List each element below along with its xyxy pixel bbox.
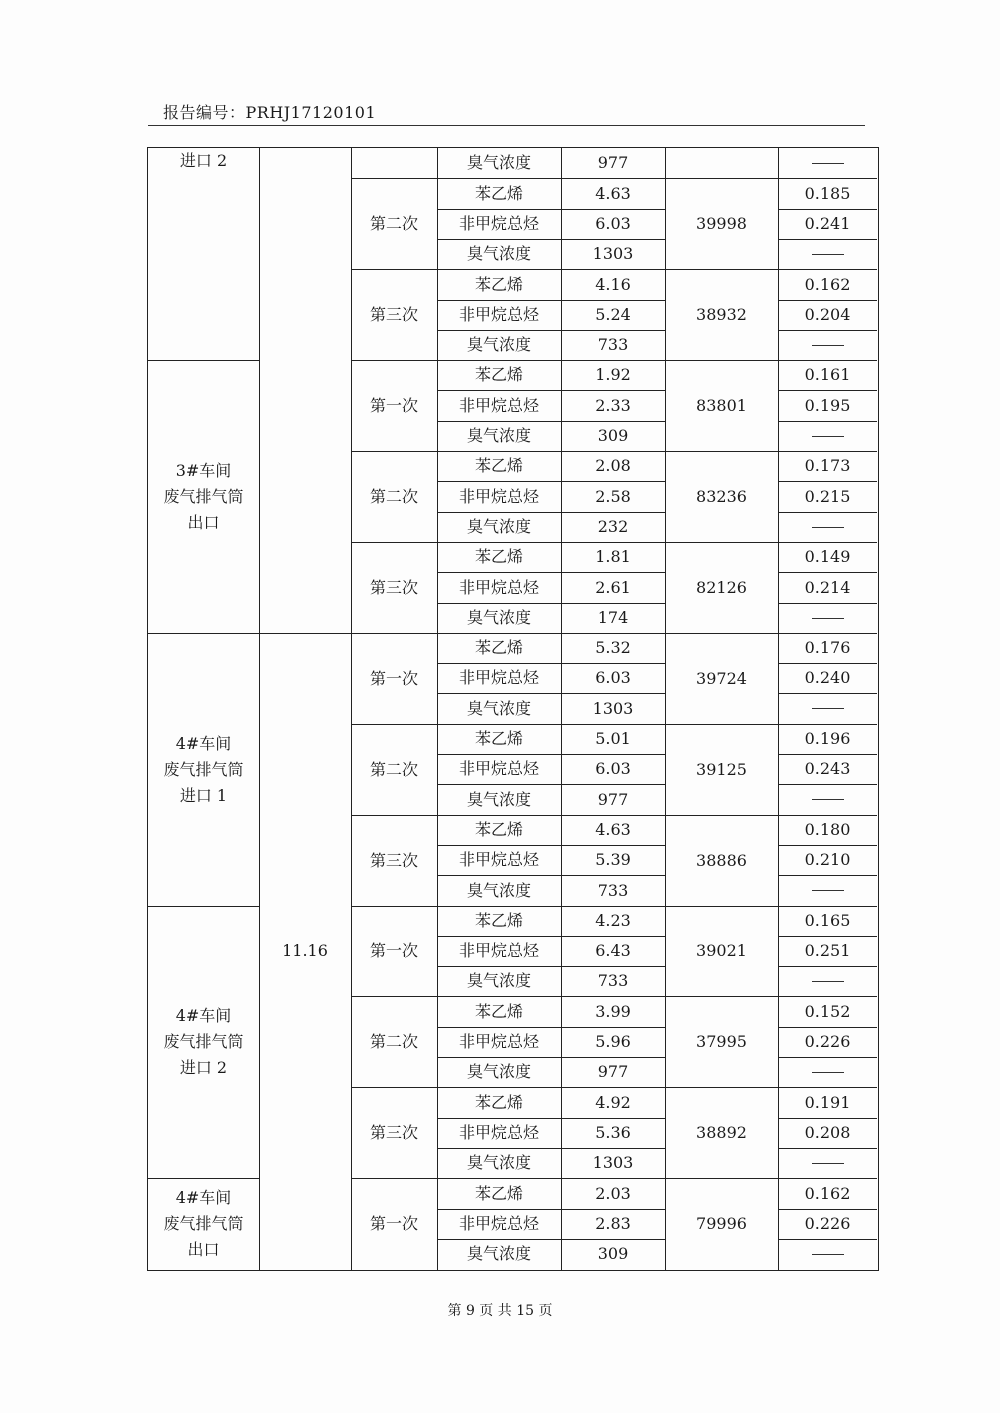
sampling-round-label: 第一次 bbox=[369, 1213, 418, 1233]
concentration-value: 5.96 bbox=[595, 1032, 631, 1051]
row-divider bbox=[778, 815, 877, 816]
pollutant-name: 非甲烷总烃 bbox=[458, 941, 539, 960]
emission-rate-value bbox=[778, 1239, 877, 1269]
emission-rate-value: 0.165 bbox=[804, 911, 851, 930]
row-divider bbox=[778, 1148, 877, 1149]
emission-rate-value: 0.161 bbox=[804, 365, 851, 384]
flow-rate-value: 38892 bbox=[696, 1122, 747, 1142]
not-applicable-dash bbox=[812, 799, 844, 800]
row-divider bbox=[437, 1057, 665, 1058]
row-divider bbox=[437, 1178, 665, 1179]
emission-rate-value: 0.215 bbox=[804, 486, 851, 506]
row-divider bbox=[778, 209, 877, 210]
run-divider bbox=[665, 1178, 778, 1179]
concentration-value: 4.92 bbox=[595, 1092, 631, 1112]
run-divider bbox=[665, 906, 778, 907]
concentration-value: 1303 bbox=[592, 698, 634, 718]
row-divider bbox=[437, 360, 665, 361]
run-divider bbox=[665, 178, 778, 179]
concentration-value: 5.24 bbox=[595, 305, 631, 324]
sampling-round-label bbox=[351, 148, 437, 178]
emission-rate-value bbox=[778, 603, 877, 633]
row-divider bbox=[437, 269, 665, 270]
emission-rate-value bbox=[778, 875, 877, 906]
row-divider bbox=[778, 633, 877, 634]
concentration-value: 3.99 bbox=[595, 1001, 631, 1021]
not-applicable-dash bbox=[812, 254, 844, 255]
concentration-value: 977 bbox=[597, 1062, 629, 1081]
pollutant-name: 非甲烷总烃 bbox=[458, 577, 539, 597]
not-applicable-dash bbox=[812, 1163, 844, 1164]
row-divider bbox=[778, 421, 877, 422]
concentration-value: 5.01 bbox=[595, 729, 631, 748]
row-divider bbox=[778, 784, 877, 785]
pollutant-name: 臭气浓度 bbox=[466, 971, 531, 990]
row-divider bbox=[437, 603, 665, 604]
pollutant-name: 臭气浓度 bbox=[466, 789, 531, 809]
emission-rate-value: 0.210 bbox=[804, 850, 851, 869]
row-divider bbox=[437, 784, 665, 785]
emission-rate-value: 0.196 bbox=[804, 729, 851, 748]
emission-rate-value: 0.240 bbox=[804, 668, 851, 687]
pollutant-name: 臭气浓度 bbox=[466, 335, 531, 354]
concentration-value: 4.63 bbox=[595, 183, 631, 203]
emission-rate-value: 0.152 bbox=[804, 1001, 851, 1021]
row-divider bbox=[778, 330, 877, 331]
sampling-round-label: 第二次 bbox=[369, 213, 418, 233]
row-divider bbox=[437, 875, 665, 876]
not-applicable-dash bbox=[812, 1254, 844, 1255]
emission-rate-value: 0.162 bbox=[804, 1183, 851, 1203]
row-divider bbox=[778, 1087, 877, 1088]
concentration-value: 1303 bbox=[592, 244, 634, 263]
row-divider bbox=[437, 390, 665, 391]
pollutant-name: 苯乙烯 bbox=[474, 274, 523, 294]
sampling-point-label: 4#车间 废气排气筒 进口 1 bbox=[163, 733, 244, 805]
row-divider bbox=[778, 300, 877, 301]
run-divider bbox=[351, 542, 437, 543]
flow-rate-value bbox=[665, 148, 778, 178]
row-divider bbox=[778, 1209, 877, 1210]
emission-rate-value bbox=[778, 148, 877, 178]
row-divider bbox=[778, 663, 877, 664]
sampling-round-label: 第一次 bbox=[369, 668, 418, 688]
flow-rate-value: 39125 bbox=[696, 759, 747, 779]
run-divider bbox=[351, 269, 437, 270]
section-divider bbox=[148, 906, 259, 907]
row-divider bbox=[437, 996, 665, 997]
concentration-value: 4.16 bbox=[595, 274, 631, 294]
row-divider bbox=[778, 754, 877, 755]
row-divider bbox=[778, 269, 877, 270]
pollutant-name: 臭气浓度 bbox=[466, 880, 531, 900]
pollutant-name: 臭气浓度 bbox=[466, 1153, 531, 1172]
flow-rate-value: 38932 bbox=[696, 304, 747, 324]
run-divider bbox=[351, 906, 437, 907]
row-divider bbox=[437, 633, 665, 634]
row-divider bbox=[437, 754, 665, 755]
row-divider bbox=[437, 724, 665, 725]
emission-rate-value bbox=[778, 421, 877, 451]
concentration-value: 5.36 bbox=[595, 1123, 631, 1142]
row-divider bbox=[778, 572, 877, 573]
row-divider bbox=[437, 330, 665, 331]
concentration-value: 4.63 bbox=[595, 820, 631, 839]
concentration-value: 5.32 bbox=[595, 638, 631, 657]
pollutant-name: 苯乙烯 bbox=[474, 911, 523, 930]
pollutant-name: 臭气浓度 bbox=[466, 153, 531, 172]
row-divider bbox=[437, 512, 665, 513]
concentration-value: 6.03 bbox=[595, 214, 631, 233]
run-divider bbox=[351, 360, 437, 361]
sampling-round-label: 第三次 bbox=[369, 304, 418, 324]
row-divider bbox=[778, 1118, 877, 1119]
pollutant-name: 臭气浓度 bbox=[466, 608, 531, 627]
flow-rate-value: 37995 bbox=[696, 1031, 747, 1051]
run-divider bbox=[351, 1178, 437, 1179]
concentration-value: 2.83 bbox=[595, 1214, 631, 1233]
pollutant-name: 苯乙烯 bbox=[474, 638, 523, 657]
concentration-value: 4.23 bbox=[595, 911, 631, 930]
sampling-date-empty bbox=[259, 148, 351, 633]
concentration-value: 6.03 bbox=[595, 759, 631, 778]
emission-rate-value bbox=[778, 512, 877, 542]
pollutant-name: 非甲烷总烃 bbox=[458, 1123, 539, 1142]
run-divider bbox=[665, 360, 778, 361]
concentration-value: 733 bbox=[597, 335, 629, 354]
pollutant-name: 臭气浓度 bbox=[466, 1244, 531, 1263]
row-divider bbox=[778, 1178, 877, 1179]
not-applicable-dash bbox=[812, 1072, 844, 1073]
concentration-value: 977 bbox=[597, 153, 629, 172]
row-divider bbox=[778, 178, 877, 179]
not-applicable-dash bbox=[812, 708, 844, 709]
row-divider bbox=[778, 1057, 877, 1058]
sampling-round-label: 第三次 bbox=[369, 850, 418, 870]
row-divider bbox=[778, 966, 877, 967]
row-divider bbox=[778, 875, 877, 876]
sampling-round-label: 第三次 bbox=[369, 577, 418, 597]
row-divider bbox=[778, 845, 877, 846]
sampling-round-label: 第二次 bbox=[369, 486, 418, 506]
not-applicable-dash bbox=[812, 890, 844, 891]
row-divider bbox=[778, 724, 877, 725]
emission-rate-value bbox=[778, 693, 877, 724]
row-divider bbox=[437, 1118, 665, 1119]
run-divider bbox=[351, 724, 437, 725]
pollutant-name: 臭气浓度 bbox=[466, 517, 531, 536]
sampling-point-label: 进口 2 bbox=[179, 151, 228, 170]
run-divider bbox=[351, 178, 437, 179]
concentration-value: 5.39 bbox=[595, 850, 631, 869]
emission-rate-value: 0.191 bbox=[804, 1092, 851, 1112]
run-divider bbox=[665, 269, 778, 270]
pollutant-name: 苯乙烯 bbox=[474, 1001, 523, 1021]
concentration-value: 733 bbox=[597, 971, 629, 990]
emission-rate-value bbox=[778, 784, 877, 815]
pollutant-name: 非甲烷总烃 bbox=[458, 1032, 539, 1051]
emission-rate-value: 0.251 bbox=[804, 941, 851, 960]
pollutant-name: 非甲烷总烃 bbox=[458, 214, 539, 233]
row-divider bbox=[437, 421, 665, 422]
pollutant-name: 苯乙烯 bbox=[474, 1183, 523, 1203]
row-divider bbox=[437, 300, 665, 301]
row-divider bbox=[437, 239, 665, 240]
run-divider bbox=[665, 451, 778, 452]
concentration-value: 2.61 bbox=[595, 577, 631, 597]
emission-rate-value bbox=[778, 239, 877, 269]
concentration-value: 309 bbox=[597, 426, 629, 445]
emission-rate-value: 0.180 bbox=[804, 820, 851, 839]
row-divider bbox=[437, 815, 665, 816]
pollutant-name: 非甲烷总烃 bbox=[458, 759, 539, 778]
row-divider bbox=[778, 360, 877, 361]
row-divider bbox=[437, 663, 665, 664]
concentration-value: 2.08 bbox=[595, 456, 631, 475]
sampling-point-label: 4#车间 废气排气筒 进口 2 bbox=[163, 1006, 244, 1077]
pollutant-name: 苯乙烯 bbox=[474, 820, 523, 839]
monitoring-results-table bbox=[147, 147, 879, 1271]
concentration-value: 309 bbox=[597, 1244, 629, 1263]
row-divider bbox=[437, 1209, 665, 1210]
concentration-value: 2.03 bbox=[595, 1183, 631, 1203]
flow-rate-value: 83236 bbox=[696, 486, 747, 506]
flow-rate-value: 39724 bbox=[696, 668, 747, 688]
concentration-value: 174 bbox=[597, 608, 629, 627]
page-number: 第 9 页 共 15 页 bbox=[447, 1303, 553, 1319]
not-applicable-dash bbox=[812, 345, 844, 346]
run-divider bbox=[665, 633, 778, 634]
emission-rate-value: 0.185 bbox=[804, 183, 851, 203]
sampling-round-label: 第一次 bbox=[369, 941, 418, 960]
row-divider bbox=[437, 209, 665, 210]
concentration-value: 977 bbox=[597, 789, 629, 809]
emission-rate-value bbox=[778, 966, 877, 996]
section-divider bbox=[148, 360, 259, 361]
row-divider bbox=[778, 996, 877, 997]
run-divider bbox=[351, 1087, 437, 1088]
not-applicable-dash bbox=[812, 527, 844, 528]
concentration-value: 6.03 bbox=[595, 668, 631, 687]
emission-rate-value: 0.149 bbox=[804, 547, 851, 566]
emission-rate-value: 0.226 bbox=[804, 1032, 851, 1051]
run-divider bbox=[665, 542, 778, 543]
row-divider bbox=[437, 906, 665, 907]
concentration-value: 1.92 bbox=[595, 365, 631, 384]
pollutant-name: 苯乙烯 bbox=[474, 1092, 523, 1112]
concentration-value: 232 bbox=[597, 517, 629, 536]
run-divider bbox=[665, 1087, 778, 1088]
row-divider bbox=[437, 845, 665, 846]
row-divider bbox=[778, 936, 877, 937]
row-divider bbox=[437, 572, 665, 573]
run-divider bbox=[351, 996, 437, 997]
row-divider bbox=[778, 390, 877, 391]
flow-rate-value: 39998 bbox=[696, 213, 747, 233]
pollutant-name: 非甲烷总烃 bbox=[458, 850, 539, 869]
row-divider bbox=[778, 1239, 877, 1240]
concentration-value: 2.33 bbox=[595, 395, 631, 415]
emission-rate-value: 0.241 bbox=[804, 214, 851, 233]
flow-rate-value: 79996 bbox=[696, 1213, 747, 1233]
emission-rate-value: 0.176 bbox=[804, 638, 851, 657]
row-divider bbox=[437, 1087, 665, 1088]
emission-rate-value: 0.208 bbox=[804, 1123, 851, 1142]
pollutant-name: 非甲烷总烃 bbox=[458, 486, 539, 506]
row-divider bbox=[778, 906, 877, 907]
sampling-point-label: 3#车间 废气排气筒 出口 bbox=[163, 460, 244, 532]
not-applicable-dash bbox=[812, 618, 844, 619]
row-divider bbox=[778, 603, 877, 604]
row-divider bbox=[778, 1027, 877, 1028]
pollutant-name: 非甲烷总烃 bbox=[458, 1214, 539, 1233]
concentration-value: 1303 bbox=[592, 1153, 634, 1172]
report-number: 报告编号：PRHJ17120101 bbox=[163, 103, 377, 122]
emission-rate-value: 0.162 bbox=[804, 274, 851, 294]
run-divider bbox=[665, 815, 778, 816]
row-divider bbox=[437, 966, 665, 967]
section-divider bbox=[148, 633, 259, 634]
sampling-point-label: 4#车间 废气排气筒 出口 bbox=[163, 1187, 244, 1259]
row-divider bbox=[437, 693, 665, 694]
pollutant-name: 非甲烷总烃 bbox=[458, 668, 539, 687]
emission-rate-value: 0.214 bbox=[804, 577, 851, 597]
row-divider bbox=[778, 451, 877, 452]
row-divider bbox=[437, 1027, 665, 1028]
emission-rate-value: 0.243 bbox=[804, 759, 851, 778]
pollutant-name: 苯乙烯 bbox=[474, 456, 523, 475]
concentration-value: 733 bbox=[597, 880, 629, 900]
flow-rate-value: 39021 bbox=[696, 941, 747, 960]
sampling-round-label: 第三次 bbox=[369, 1122, 418, 1142]
not-applicable-dash bbox=[812, 436, 844, 437]
pollutant-name: 臭气浓度 bbox=[466, 698, 531, 718]
pollutant-name: 苯乙烯 bbox=[474, 183, 523, 203]
run-divider bbox=[351, 815, 437, 816]
sampling-round-label: 第二次 bbox=[369, 1031, 418, 1051]
flow-rate-value: 83801 bbox=[696, 395, 747, 415]
run-divider bbox=[351, 633, 437, 634]
run-divider bbox=[351, 451, 437, 452]
row-divider bbox=[437, 1148, 665, 1149]
row-divider bbox=[437, 1239, 665, 1240]
concentration-value: 2.58 bbox=[595, 486, 631, 506]
emission-rate-value: 0.195 bbox=[804, 395, 851, 415]
pollutant-name: 臭气浓度 bbox=[466, 244, 531, 263]
run-divider bbox=[665, 996, 778, 997]
emission-rate-value: 0.226 bbox=[804, 1214, 851, 1233]
pollutant-name: 苯乙烯 bbox=[474, 729, 523, 748]
sampling-round-label: 第一次 bbox=[369, 395, 418, 415]
emission-rate-value bbox=[778, 1057, 877, 1087]
row-divider bbox=[778, 542, 877, 543]
pollutant-name: 非甲烷总烃 bbox=[458, 395, 539, 415]
not-applicable-dash bbox=[812, 981, 844, 982]
row-divider bbox=[437, 451, 665, 452]
emission-rate-value: 0.173 bbox=[804, 456, 851, 475]
row-divider bbox=[437, 936, 665, 937]
sampling-date: 11.16 bbox=[282, 941, 328, 960]
emission-rate-value bbox=[778, 330, 877, 360]
section-divider bbox=[148, 1178, 259, 1179]
pollutant-name: 苯乙烯 bbox=[474, 547, 523, 566]
pollutant-name: 臭气浓度 bbox=[466, 1062, 531, 1081]
header-divider bbox=[148, 125, 865, 126]
pollutant-name: 非甲烷总烃 bbox=[458, 305, 539, 324]
sampling-round-label: 第二次 bbox=[369, 759, 418, 779]
emission-rate-value bbox=[778, 1148, 877, 1178]
run-divider bbox=[665, 724, 778, 725]
not-applicable-dash bbox=[812, 163, 844, 164]
pollutant-name: 苯乙烯 bbox=[474, 365, 523, 384]
flow-rate-value: 82126 bbox=[696, 577, 747, 597]
row-divider bbox=[437, 178, 665, 179]
row-divider bbox=[778, 512, 877, 513]
emission-rate-value: 0.204 bbox=[804, 305, 851, 324]
row-divider bbox=[778, 481, 877, 482]
concentration-value: 1.81 bbox=[595, 547, 631, 566]
row-divider bbox=[437, 481, 665, 482]
flow-rate-value: 38886 bbox=[696, 850, 747, 870]
pollutant-name: 臭气浓度 bbox=[466, 426, 531, 445]
concentration-value: 6.43 bbox=[595, 941, 631, 960]
row-divider bbox=[437, 542, 665, 543]
row-divider bbox=[778, 693, 877, 694]
row-divider bbox=[778, 239, 877, 240]
